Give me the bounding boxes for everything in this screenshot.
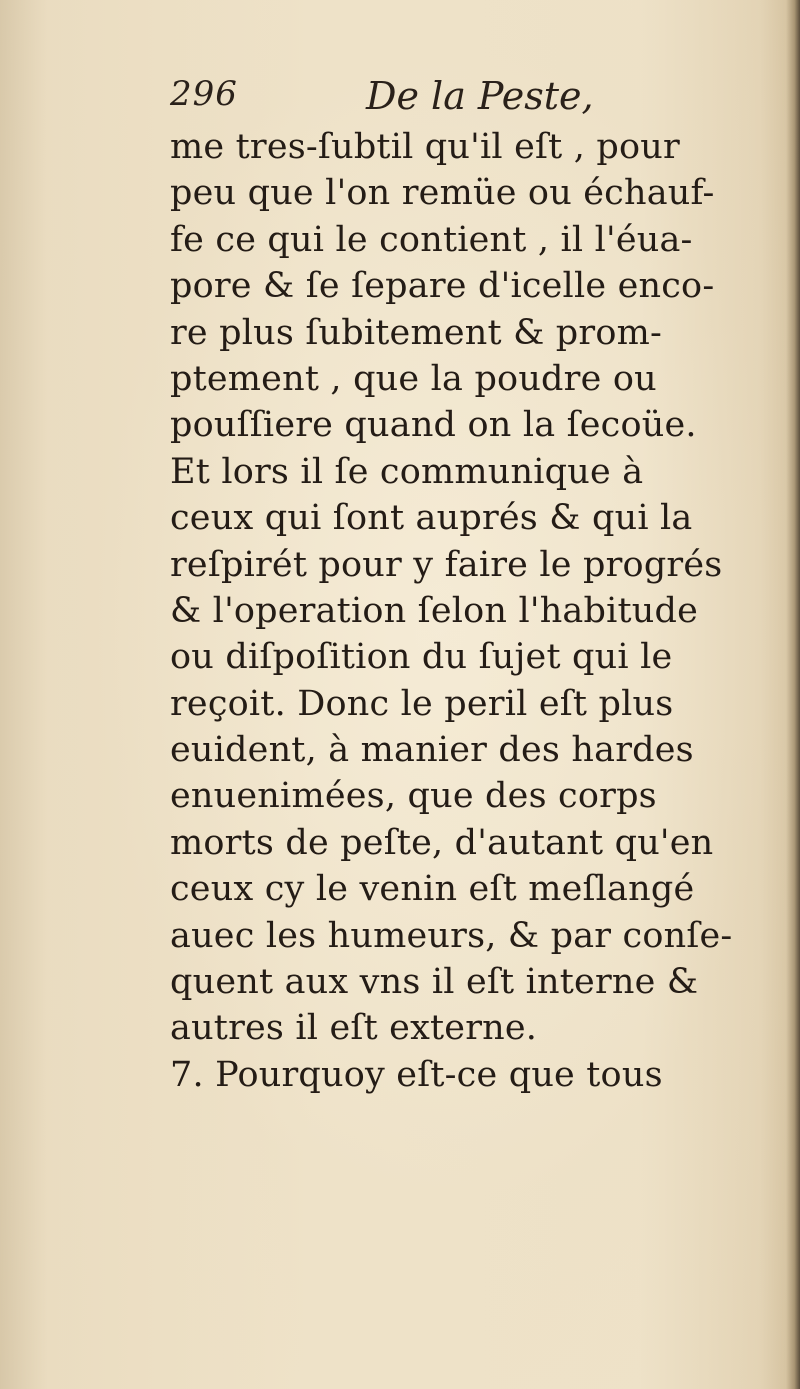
text-line: me tres-ſubtil qu'il eſt , pour: [170, 127, 680, 167]
text-line: & l'operation ſelon l'habitude: [170, 590, 699, 631]
text-line: enuenimées, que des corps: [170, 776, 657, 817]
text-line: quent aux vns il eſt interne &: [170, 962, 699, 1003]
page-header: [170, 74, 730, 124]
text-line: ceux qui ſont auprés & qui la: [170, 498, 693, 539]
text-line: re plus ſubitement & prom-: [170, 312, 663, 353]
text-line: reſpirét pour y faire le progrés: [170, 544, 723, 585]
text-line: pore & ſe ſepare d'icelle enco-: [170, 266, 715, 307]
text-line: reçoit. Donc le peril eſt plus: [170, 683, 674, 724]
running-title: De la Peste,: [366, 74, 594, 118]
text-line: peu que l'on remüe ou échauf-: [170, 173, 715, 214]
text-line: auec les humeurs, & par conſe-: [170, 915, 733, 956]
text-line: euident, à manier des hardes: [170, 730, 694, 771]
text-line: ceux cy le venin eſt meſlangé: [170, 869, 695, 910]
text-line: pouſſiere quand on la ſecoüe.: [170, 405, 697, 446]
text-line: morts de peſte, d'autant qu'en: [170, 822, 714, 863]
text-line: fe ce qui le contient , il l'éua-: [170, 219, 693, 260]
text-line: 7. Pourquoy eſt-ce que tous: [170, 1054, 663, 1095]
page-number: 296: [170, 74, 238, 114]
text-line: autres il eſt externe.: [170, 1008, 538, 1049]
body-text: [170, 124, 740, 1098]
text-line: ou diſpoſition du ſujet qui le: [170, 637, 673, 678]
text-line: ptement , que la poudre ou: [170, 358, 657, 399]
page-edge-shadow: [786, 0, 800, 1389]
text-line: Et lors il ſe communique à: [170, 451, 644, 492]
